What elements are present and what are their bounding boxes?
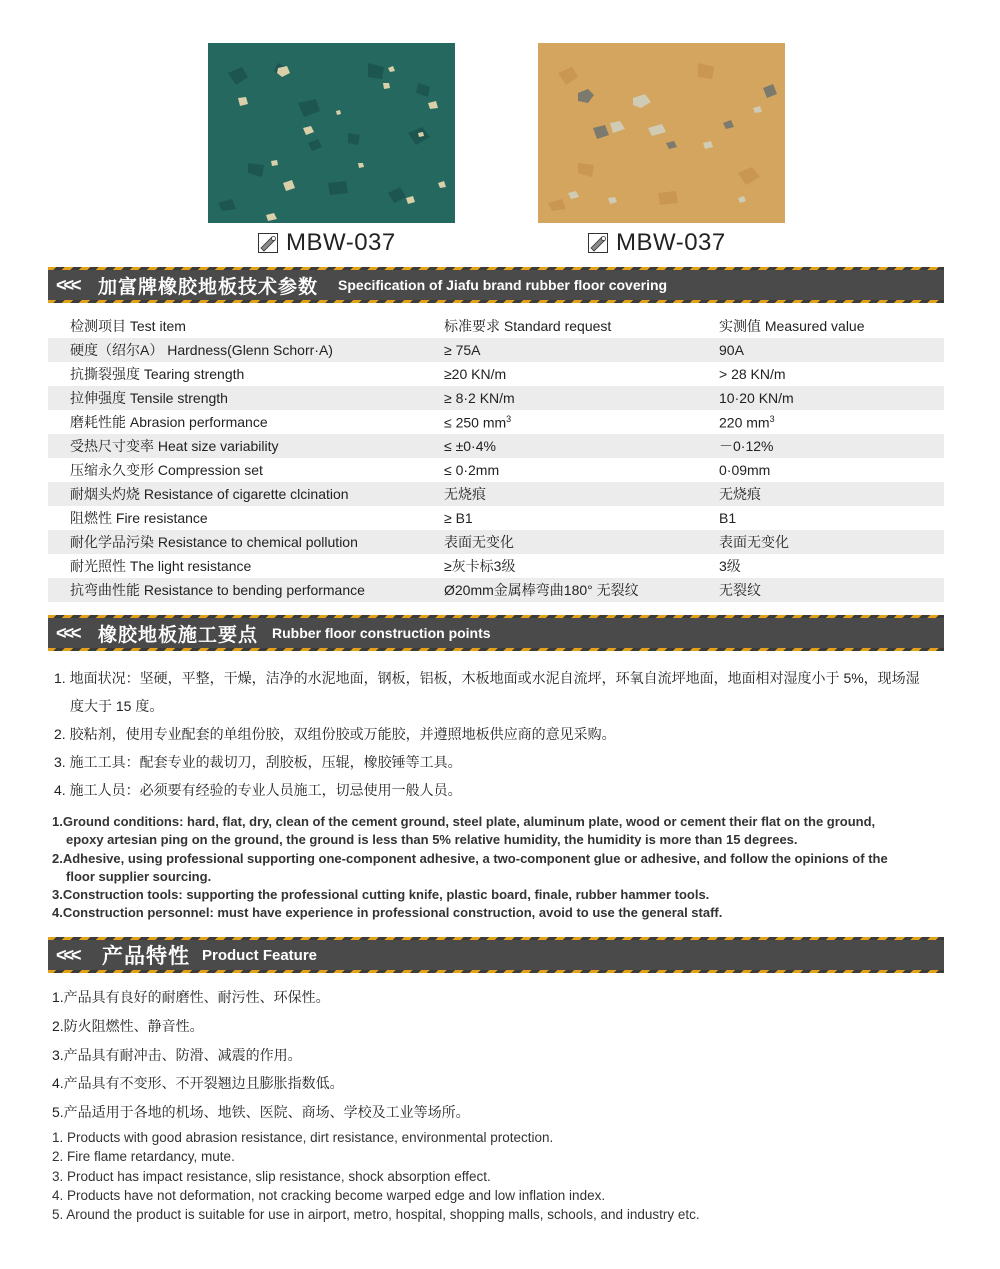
standard-value: ≤ 250 $mm^3$ — [444, 413, 512, 431]
measured-value: 无烧痕 — [719, 486, 761, 502]
test-item: 磨耗性能 Abrasion performance — [70, 414, 268, 430]
list-item: 1.Ground conditions: hard, flat, dry, clean of the cement ground, steel plate, aluminum plate, wood or cement their flat on the ground, epoxy artesian ping on the ground, the ground is less than 5% relative humidity, the humidity is more than 15 degrees. — [52, 814, 876, 848]
standard-value: ≥ 8·2 KN/m — [444, 390, 515, 406]
yellow-floor-sample-image — [538, 43, 785, 223]
standard-value: ≤ 0·2mm — [444, 462, 500, 478]
spec-section-header — [48, 267, 944, 303]
model-label-green — [258, 229, 396, 257]
table-row — [48, 530, 944, 554]
table-row — [48, 434, 944, 458]
roll-icon — [258, 233, 278, 253]
list-item: 5. Around the product is suitable for use in airport, metro, hospital, shopping malls, schools, and industry etc. — [52, 1207, 700, 1223]
chevron-triple-left-icon: <<< — [56, 622, 79, 643]
standard-value: ≥灰卡标3级 — [444, 558, 516, 574]
table-row — [48, 362, 944, 386]
list-item: 2.Adhesive, using professional supporting one-component adhesive, a two-component glue or adhesive, and follow the opinions of the floor supplier sourcing. — [52, 850, 888, 884]
list-item: 1.产品具有良好的耐磨性、耐污性、环保性。 — [52, 989, 330, 1005]
test-item: 耐化学品污染 Resistance to chemical pollution — [70, 534, 358, 550]
model-code: MBW-037 — [616, 229, 726, 256]
list-item: 3. Product has impact resistance, slip resistance, shock absorption effect. — [52, 1168, 491, 1184]
standard-value: ≥20 KN/m — [444, 366, 507, 382]
standard-value: 表面无变化 — [444, 534, 514, 550]
model-label-yellow — [588, 229, 726, 257]
test-item: 阻燃性 Fire resistance — [70, 510, 208, 526]
test-item: 受热尺寸变率 Heat size variability — [70, 438, 279, 454]
test-item: 抗弯曲性能 Resistance to bending performance — [70, 582, 365, 598]
test-item: 硬度（绍尔A） Hardness(Glenn Schorr·A) — [70, 342, 333, 358]
list-item: 2.防火阻燃性、静音性。 — [52, 1017, 204, 1034]
table-row — [48, 578, 944, 602]
green-floor-sample-image — [208, 43, 455, 223]
measured-value: 90A — [719, 342, 744, 358]
section-title-zh: 橡胶地板施工要点 — [98, 624, 259, 646]
table-row — [48, 554, 944, 578]
list-item: 4.Construction personnel: must have experience in professional construction, avoid to use the general staff. — [52, 905, 723, 921]
measured-value: 表面无变化 — [719, 534, 789, 550]
header-test-item: 检测项目 Test item — [70, 318, 186, 334]
construction-section-header — [48, 615, 944, 651]
list-item: 4. 施工人员：必须要有经验的专业人员施工，切忌使用一般人员。 — [54, 782, 462, 798]
measured-value: 10·20 KN/m — [719, 390, 794, 406]
feature-section-header — [48, 937, 944, 973]
model-code: MBW-037 — [286, 229, 396, 256]
test-item: 抗撕裂强度 Tearing strength — [70, 366, 245, 382]
superscript: 3 — [506, 413, 512, 424]
standard-value: Ø20mm金属棒弯曲180° 无裂纹 — [444, 582, 639, 598]
roll-icon — [588, 233, 608, 253]
table-header-row — [48, 314, 944, 338]
test-item: 耐光照性 The light resistance — [70, 558, 252, 574]
measured-value: 3级 — [719, 558, 741, 574]
list-item: 1. Products with good abrasion resistance, dirt resistance, environmental protection. — [52, 1130, 554, 1145]
section-title-zh: 产品特性 — [102, 945, 190, 968]
standard-value: ≤ ±0·4% — [444, 438, 496, 454]
measured-value: －0·12% — [719, 438, 774, 454]
standard-value: ≥ B1 — [444, 510, 473, 526]
construction-points-zh — [54, 664, 934, 804]
features-en — [52, 1128, 700, 1224]
standard-value: ≥ 75A — [444, 342, 481, 358]
list-item: 4.产品具有不变形、不开裂翘边且膨胀指数低。 — [52, 1075, 344, 1092]
measured-value: 220 $mm^3$ — [719, 413, 775, 431]
list-item: 2. Fire flame retardancy, mute. — [52, 1149, 235, 1165]
section-title-en: Rubber floor construction points — [272, 625, 491, 641]
header-measured: 实测值 Measured value — [719, 318, 865, 334]
table-row — [48, 482, 944, 506]
measured-value: 无裂纹 — [719, 582, 761, 598]
table-row — [48, 458, 944, 482]
measured-value: > 28 KN/m — [719, 366, 786, 382]
list-item: 3.产品具有耐冲击、防滑、减震的作用。 — [52, 1046, 302, 1063]
table-row — [48, 338, 944, 362]
test-item: 拉伸强度 Tensile strength — [70, 390, 228, 406]
measured-value: 0·09mm — [719, 462, 771, 478]
table-row — [48, 506, 944, 530]
list-item: 5.产品适用于各地的机场、地铁、医院、商场、学校及工业等场所。 — [52, 1104, 470, 1121]
standard-value: 无烧痕 — [444, 486, 486, 502]
superscript: 3 — [769, 413, 775, 424]
list-item: 1. 地面状况：坚硬，平整，干燥，洁净的水泥地面，钢板，铝板，木板地面或水泥自流坪，环氧自流坪地面，地面相对湿度小于 5%，现场湿 度大于 15 度。 — [54, 670, 920, 714]
list-item: 4. Products have not deformation, not cracking become warped edge and low inflation index. — [52, 1187, 606, 1203]
construction-points-en — [52, 813, 932, 923]
test-item: 耐烟头灼烧 Resistance of cigarette clcination — [70, 486, 349, 502]
list-item: 3.Construction tools: supporting the professional cutting knife, plastic board, finale, rubber hammer tools. — [52, 887, 710, 903]
header-standard: 标准要求 Standard request — [444, 318, 612, 334]
table-row — [48, 410, 944, 434]
chevron-triple-left-icon: <<< — [56, 944, 79, 965]
measured-value: B1 — [719, 510, 737, 526]
section-title-en: Product Feature — [202, 946, 318, 964]
list-item: 2. 胶粘剂，使用专业配套的单组份胶，双组份胶或万能胶，并遵照地板供应商的意见采购。 — [54, 726, 616, 742]
section-title-en: Specification of Jiafu brand rubber floor covering — [338, 277, 668, 293]
chevron-triple-left-icon: <<< — [56, 274, 79, 295]
spec-table — [48, 314, 944, 602]
table-row — [48, 386, 944, 410]
section-title-zh: 加富牌橡胶地板技术参数 — [98, 276, 319, 298]
features-zh — [52, 983, 470, 1127]
list-item: 3. 施工工具：配套专业的裁切刀，刮胶板，压辊，橡胶锤等工具。 — [54, 754, 462, 770]
test-item: 压缩永久变形 Compression set — [70, 462, 263, 478]
